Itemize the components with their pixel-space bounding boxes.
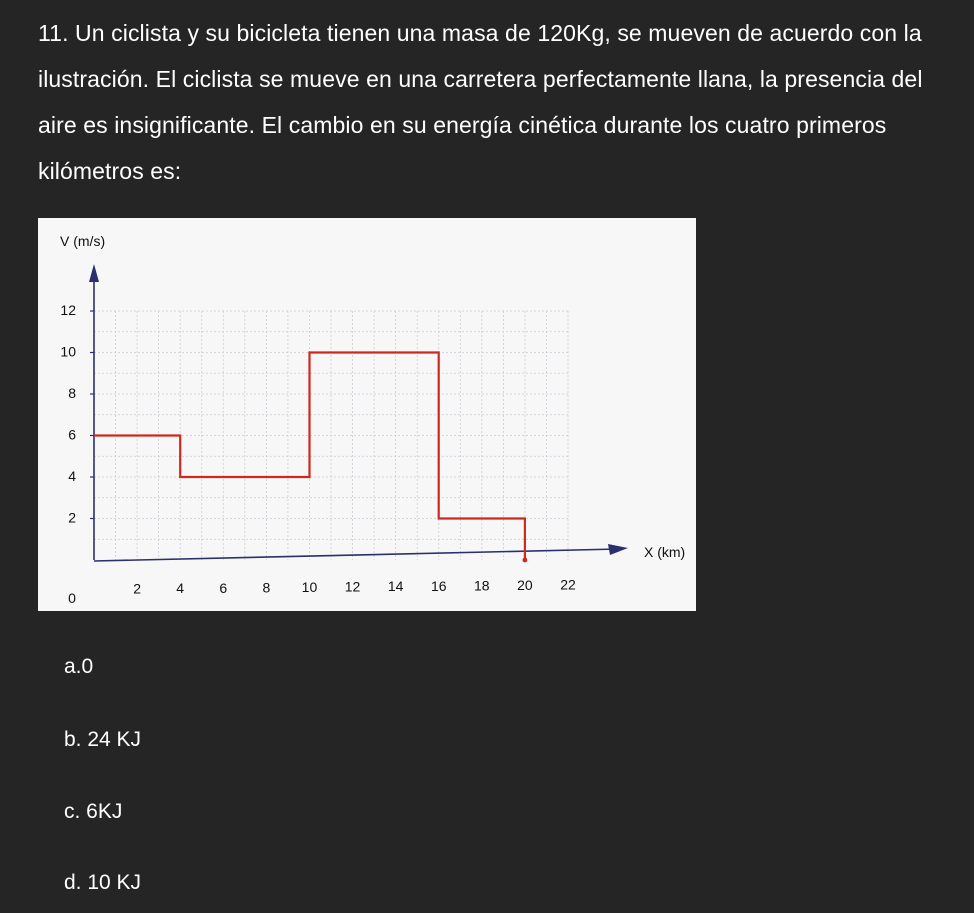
y-tick-label: 6 bbox=[68, 426, 76, 443]
x-tick-label: 14 bbox=[387, 578, 404, 595]
y-tick-label: 12 bbox=[60, 302, 76, 318]
question-text: 11. Un ciclista y su bicicleta tienen una masa de 120Kg, se mueven de acuerdo con la ilustración. El ciclista se mueve en una carretera perfectamente llana, la presencia del aire es insignificante. El cambio en su energía cinética durante los cuatro primeros kilómetros es: bbox=[38, 20, 923, 184]
y-tick-label: 8 bbox=[68, 385, 76, 401]
option-c[interactable]: c. 6KJ bbox=[64, 800, 123, 823]
x-axis-line bbox=[94, 549, 618, 561]
chart-axes bbox=[89, 264, 628, 561]
y-tick-label: 2 bbox=[68, 509, 76, 526]
x-tick-label: 0 bbox=[68, 590, 76, 606]
option-d[interactable]: d. 10 KJ bbox=[64, 871, 142, 894]
x-tick-label: 20 bbox=[517, 577, 533, 593]
x-tick-label: 22 bbox=[560, 576, 576, 593]
x-tick-label: 18 bbox=[474, 577, 490, 594]
y-axis-label: V (m/s) bbox=[60, 233, 106, 249]
x-tick-label: 12 bbox=[344, 578, 361, 595]
x-tick-label: 4 bbox=[176, 580, 185, 597]
x-axis-label: X (km) bbox=[644, 544, 686, 560]
x-tick-label: 2 bbox=[133, 580, 141, 597]
x-tick-label: 10 bbox=[301, 579, 318, 595]
x-tick-label: 16 bbox=[430, 577, 447, 594]
y-axis-arrow bbox=[89, 264, 99, 282]
series-end-point bbox=[523, 558, 528, 563]
x-tick-label: 6 bbox=[219, 579, 228, 596]
option-a[interactable]: a.0 bbox=[64, 655, 94, 678]
velocity-position-graph bbox=[38, 218, 696, 611]
x-tick-label: 8 bbox=[262, 579, 271, 596]
chart-svg bbox=[38, 218, 696, 611]
y-tick-label: 4 bbox=[68, 468, 76, 484]
x-axis-arrow bbox=[608, 544, 628, 555]
y-tick-label: 10 bbox=[60, 343, 76, 360]
option-b[interactable]: b. 24 KJ bbox=[64, 728, 142, 751]
